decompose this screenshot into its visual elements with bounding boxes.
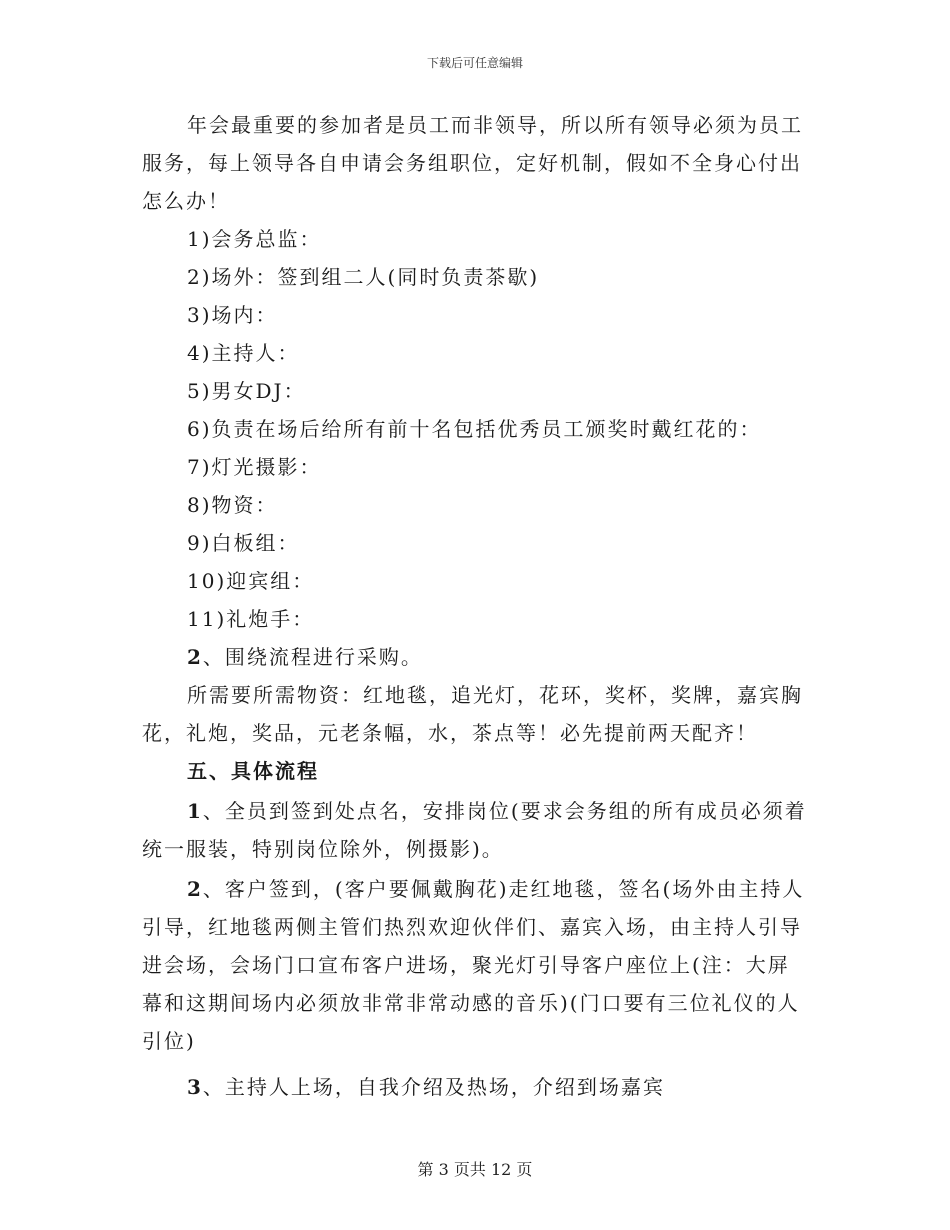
step-number: 2	[187, 877, 203, 901]
flow-step-1	[142, 792, 808, 868]
step-text: 、主持人上场，自我介绍及热场，介绍到场嘉宾	[202, 1075, 665, 1099]
step-text: 、围绕流程进行采购。	[202, 645, 423, 669]
intro-paragraph: 年会最重要的参加者是员工而非领导，所以所有领导必须为员工服务，每上领导各自申请会务组职位，定好机制，假如不全身心付出怎么办！	[142, 113, 803, 213]
page-header: 下载后可任意编辑	[426, 56, 523, 70]
step-number: 3	[187, 1075, 203, 1099]
step-text: 、全员到签到处点名，安排岗位(要求会务组的所有成员必须着统一服装，特别岗位除外，例摄影)。	[142, 799, 807, 861]
role-item: 9)白板组：	[187, 531, 300, 555]
role-item: 6)负责在场后给所有前十名包括优秀员工颁奖时戴红花的：	[187, 417, 762, 441]
step-number: 2	[187, 645, 203, 669]
role-item: 7)灯光摄影：	[187, 455, 322, 479]
section-title: 五、具体流程	[187, 759, 319, 783]
flow-step-2	[142, 870, 808, 1060]
role-item: 3)场内：	[187, 303, 278, 327]
role-item: 8)物资：	[187, 493, 278, 517]
step-2-paragraph	[142, 638, 808, 676]
materials-paragraph: 所需要所需物资：红地毯，追光灯，花环，奖杯，奖牌，嘉宾胸花，礼炮，奖品，元老条幅，水，茶点等！必先提前两天配齐！	[142, 683, 803, 745]
role-list	[142, 220, 808, 638]
role-item: 5)男女DJ：	[187, 379, 306, 403]
role-item: 11)礼炮手：	[187, 607, 315, 631]
document-body	[142, 106, 808, 1106]
step-text: 、客户签到，(客户要佩戴胸花)走红地毯，签名(场外由主持人引导，红地毯两侧主管们热烈欢迎伙伴们、嘉宾入场，由主持人引导进会场，会场门口宣布客户进场，聚光灯引导客户座位上(注：大屏幕和这期间场内必须放非常非常动感的音乐)(门口要有三位礼仪的人引位)	[142, 877, 805, 1053]
role-item: 2)场外：签到组二人(同时负责茶歇)	[187, 265, 540, 289]
role-item: 4)主持人：	[187, 341, 300, 365]
step-number: 1	[187, 799, 203, 823]
role-item: 10)迎宾组：	[187, 569, 315, 593]
flow-step-3	[142, 1068, 808, 1106]
page-footer: 第 3 页共 12 页	[417, 1160, 533, 1179]
role-item: 1)会务总监：	[187, 227, 322, 251]
